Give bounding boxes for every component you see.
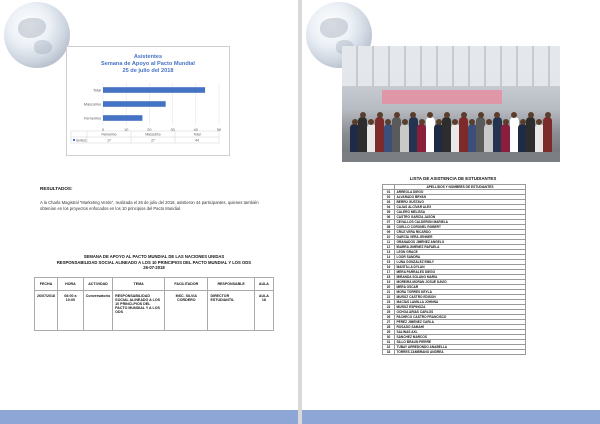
chart-tick-label: 20 xyxy=(147,128,152,132)
photo-person-head xyxy=(436,119,442,125)
schedule-header-tema: TEMA xyxy=(113,278,165,291)
attendance-header: APELLIDOS Y NOMBRES DE ESTUDIANTES xyxy=(395,185,526,190)
attendance-number: 19 xyxy=(383,280,395,285)
schedule-header-hora: HORA xyxy=(58,278,84,291)
chart-tick-label: 30 xyxy=(170,128,175,132)
attendance-number: 22 xyxy=(383,295,395,300)
attendance-number: 05 xyxy=(383,210,395,215)
photo-person-head xyxy=(503,119,509,125)
photo-person-head xyxy=(402,119,408,125)
schedule-header-responsable: RESPONSABLE xyxy=(208,278,254,291)
schedule-cell-fecha: 26/07/2018 xyxy=(35,291,58,331)
chart-category-label: Femenino xyxy=(84,116,101,121)
chart-tick-label: 0 xyxy=(101,128,105,132)
globe-watermark xyxy=(4,2,70,68)
attendance-number: 33 xyxy=(383,350,395,355)
attendance-name: PÉREZ JIMÉNEZ CARLA xyxy=(395,320,526,325)
schedule-title-line-1: SEMANA DE APOYO AL PACTO MUNDIAL DE LAS NACIONES UNIDAS xyxy=(83,254,225,259)
photo-person-head xyxy=(352,119,358,125)
attendance-name: MUÑOZ CASTRO EDISON xyxy=(395,295,526,300)
attendance-name: LUNA GONZÁLEZ EMILY xyxy=(395,260,526,265)
schedule-cell-responsable: DIRECTOR ESTUDIANTIL xyxy=(208,291,254,331)
attendance-number: 14 xyxy=(383,255,395,260)
attendance-name: CRUZ VERA RICARDO xyxy=(395,230,526,235)
attendance-name: MIRANDA SOLANO MARÍA xyxy=(395,275,526,280)
photo-person-head xyxy=(478,112,484,118)
schedule-header-facilitador: FACILITADOR xyxy=(165,278,208,291)
chart-bar xyxy=(103,87,205,93)
attendance-number: 04 xyxy=(383,205,395,210)
chart-data-table-value: 44 xyxy=(195,138,199,143)
chart-plot xyxy=(67,47,231,157)
chart-title-line-3: 25 de julio del 2018 xyxy=(122,68,174,74)
attendance-name: LOOR SANDRA xyxy=(395,255,526,260)
photo-floor xyxy=(342,152,560,162)
attendance-row xyxy=(383,350,526,355)
schedule-title-line-3: 26-07-2018 xyxy=(143,265,165,271)
attendance-name: MERA PARRALES DIEGO xyxy=(395,270,526,275)
photo-person-head xyxy=(461,112,467,118)
attendance-number: 09 xyxy=(383,230,395,235)
attendance-name: TORRES ZAMBRANO ANDREA xyxy=(395,350,526,355)
photo-person xyxy=(501,124,510,154)
right-page xyxy=(302,0,600,424)
chart-title-line-1: Asistentes xyxy=(133,54,163,60)
attendance-number: 20 xyxy=(383,285,395,290)
attendance-number: 16 xyxy=(383,265,395,270)
left-page xyxy=(0,0,298,424)
attendance-name: LEÓN GRACE xyxy=(395,250,526,255)
attendance-chart xyxy=(66,46,230,156)
photo-person-head xyxy=(520,119,526,125)
attendance-name: CAJAS ALCÍVAR ALEX xyxy=(395,205,526,210)
schedule-cell-tema: RESPONSABILIDAD SOCIAL ALINEADO A LOS 10 PRINCI-PIOS DEL PACTO MUNDIAL Y A LOS ODS xyxy=(113,291,165,331)
attendance-number: 06 xyxy=(383,215,395,220)
attendance-number: 03 xyxy=(383,200,395,205)
photo-person-head xyxy=(419,119,425,125)
chart-category-label: Total xyxy=(92,88,101,93)
photo-person xyxy=(459,117,468,154)
right-footer-bar xyxy=(302,410,600,424)
attendance-number: 24 xyxy=(383,305,395,310)
chart-legend-swatch xyxy=(73,139,75,141)
attendance-name: SILLO BRAUN PIERRE xyxy=(395,340,526,345)
photo-person xyxy=(417,124,426,154)
attendance-name: CALERO MELISSA xyxy=(395,210,526,215)
photo-person-head xyxy=(528,112,534,118)
chart-bar xyxy=(103,101,166,107)
attendance-name: SÁNCHEZ MARCOS xyxy=(395,335,526,340)
attendance-number: 02 xyxy=(383,195,395,200)
attendance-name: ARREOLA DIEGO xyxy=(395,190,526,195)
chart-series-label: Series1 xyxy=(76,138,87,143)
attendance-name: PACHECO CASTRO FRANCISCO xyxy=(395,315,526,320)
attendance-number: 31 xyxy=(383,340,395,345)
results-heading: RESULTADOS: xyxy=(40,186,73,191)
photo-person xyxy=(375,117,384,154)
attendance-body xyxy=(383,190,526,355)
schedule-header-row xyxy=(35,278,274,291)
chart-data-table-header: Femenino xyxy=(101,132,117,137)
attendance-name: ROSADO SAMAHÍ xyxy=(395,325,526,330)
schedule-cell-actividad: Conversatorio xyxy=(83,291,112,331)
attendance-number: 08 xyxy=(383,225,395,230)
photo-person-head xyxy=(486,119,492,125)
photo-person-head xyxy=(360,112,366,118)
attendance-number: 11 xyxy=(383,240,395,245)
left-footer-bar xyxy=(0,410,298,424)
attendance-number: 30 xyxy=(383,335,395,340)
attendance-number: 32 xyxy=(383,345,395,350)
attendance-title: LISTA DE ASISTENCIA DE ESTUDIANTES xyxy=(409,176,497,181)
attendance-name: IBARRA JIMÉNEZ RAFAELA xyxy=(395,245,526,250)
attendance-number: 18 xyxy=(383,275,395,280)
schedule-title xyxy=(40,254,268,271)
attendance-number: 25 xyxy=(383,310,395,315)
attendance-number: 26 xyxy=(383,315,395,320)
attendance-name: MORA TORRES KEYLA xyxy=(395,290,526,295)
attendance-name: CEVALLOS CALDERÓN MARIELA xyxy=(395,220,526,225)
schedule-cell-facilitador: MSC. SILVIA CORDERO xyxy=(165,291,208,331)
results-paragraph: A la Charla Magistral "Marketing Verde", realizada el 26 de julio del 2018, asistieron 44 participantes, quienes también obtenían en los proyectos enfocados en los 10 principios del Pacto Mundial. xyxy=(40,200,259,211)
attendance-name: COELLO CORONEL ROBERT xyxy=(395,225,526,230)
photo-person xyxy=(543,117,552,154)
attendance-number: 15 xyxy=(383,260,395,265)
chart-bar xyxy=(103,115,142,121)
schedule-cell-aula: AULA 18 xyxy=(254,291,273,331)
attendance-name: SALINAS AXL xyxy=(395,330,526,335)
schedule-row xyxy=(35,291,274,331)
chart-tick-label: 10 xyxy=(124,128,129,132)
chart-data-table-value: 17 xyxy=(107,138,111,143)
chart-data-table-header: Total xyxy=(193,132,201,137)
attendance-name: GARCÍA VERA JENNER xyxy=(395,235,526,240)
attendance-number: 10 xyxy=(383,235,395,240)
schedule-header-actividad: ACTIVIDAD xyxy=(83,278,112,291)
attendance-number: 01 xyxy=(383,190,395,195)
chart-data-table-header: Masculino xyxy=(145,132,161,137)
schedule-cell-hora: 08:00 a 10:00 xyxy=(58,291,84,331)
attendance-number: 07 xyxy=(383,220,395,225)
attendance-name: OCHOA ARIAS CARLOS xyxy=(395,310,526,315)
attendance-name: MUÑOZ ESPINOZA xyxy=(395,305,526,310)
attendance-name: MACÍAS LAMILLA JOHNNA xyxy=(395,300,526,305)
schedule-title-line-2: RESPONSABILIDAD SOCIAL ALINEADO A LOS 10 PRINCIPIOS DEL PACTO MUNDIAL Y LOS ODS xyxy=(56,259,252,265)
attendance-name: GRANADOS JIMÉNEZ ANGELO xyxy=(395,240,526,245)
attendance-name: MOREIRA MORÁN JOSUÉ DAVID xyxy=(395,280,526,285)
attendance-number: 27 xyxy=(383,320,395,325)
attendance-number: 13 xyxy=(383,250,395,255)
schedule-header-aula: AULA xyxy=(254,278,273,291)
attendance-name: MERA OSCAR xyxy=(395,285,526,290)
photo-person-head xyxy=(394,112,400,118)
chart-tick-label: 50 xyxy=(216,128,222,132)
schedule-header-fecha: FECHA xyxy=(35,278,58,291)
attendance-number: 28 xyxy=(383,325,395,330)
chart-title-line-2: Semana de Apoyo al Pacto Mundial xyxy=(101,61,195,67)
chart-data-table-value: 27 xyxy=(151,138,155,143)
attendance-name: ALVARADO BRYAN xyxy=(395,195,526,200)
attendance-number: 23 xyxy=(383,300,395,305)
attendance-number: 29 xyxy=(383,330,395,335)
chart-category-label: Masculino xyxy=(83,102,101,107)
attendance-name: MANTILLA DYLAN xyxy=(395,265,526,270)
photo-ceiling xyxy=(342,46,560,86)
group-photo xyxy=(342,46,560,162)
photo-person-head xyxy=(377,112,383,118)
attendance-number: 12 xyxy=(383,245,395,250)
chart-tick-label: 40 xyxy=(193,128,198,132)
attendance-name: BERRÚ GUSTAVO xyxy=(395,200,526,205)
attendance-number: 17 xyxy=(383,270,395,275)
photo-person-head xyxy=(545,112,551,118)
attendance-name: CASTRO GARCÍA JASÓN xyxy=(395,215,526,220)
schedule-table xyxy=(34,277,274,331)
photo-crowd xyxy=(348,100,554,154)
attendance-number: 21 xyxy=(383,290,395,295)
attendance-table xyxy=(382,184,526,355)
attendance-name: TUBAY ARREDONDO ANABELLA xyxy=(395,345,526,350)
photo-person-head xyxy=(444,112,450,118)
